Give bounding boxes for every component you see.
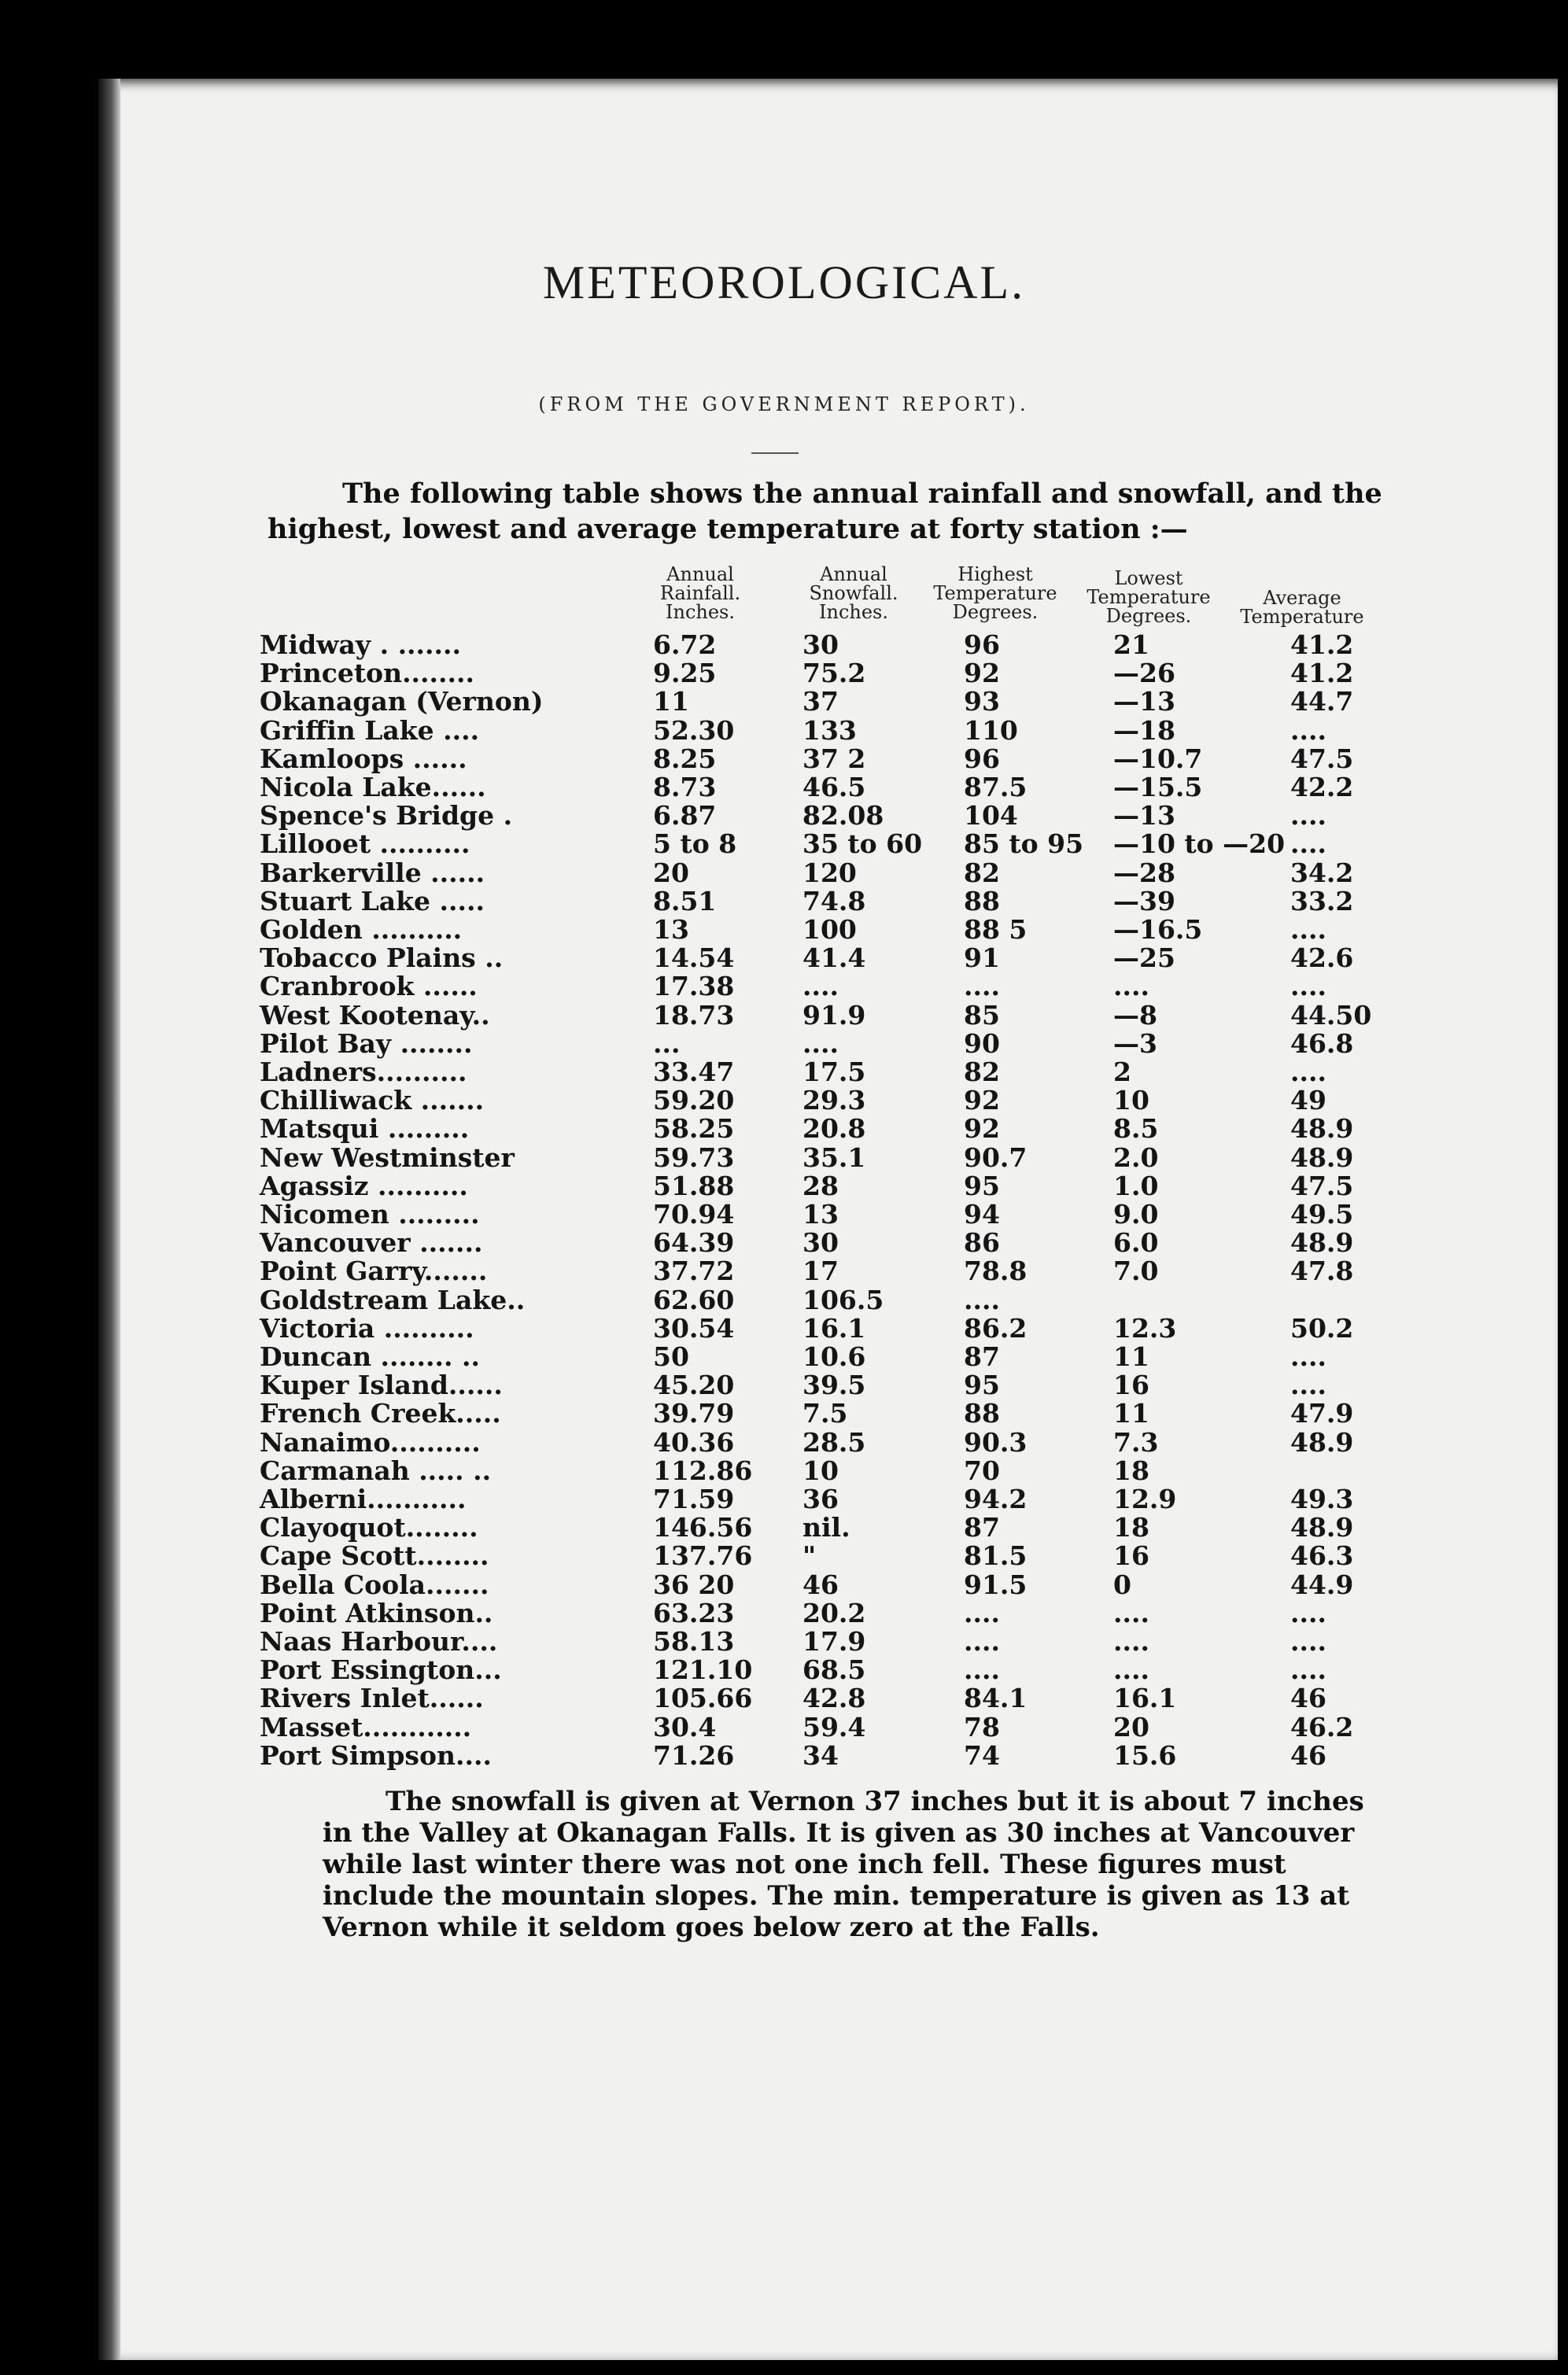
cell-snow: 34 [802,1739,839,1771]
table-row [0,1227,1568,1259]
cell-station: Midway . ....... [260,629,461,660]
cell-snow: .... [802,1027,839,1059]
cell-station: Golden .......... [260,914,463,945]
cell-station: Stuart Lake ..... [260,885,485,916]
cell-rain: 52.30 [653,714,735,746]
cell-station: Okanagan (Vernon) [260,686,544,717]
cell-high: 87.5 [964,772,1028,802]
cell-station: Cranbrook ...... [260,971,478,1002]
cell-snow: 20.2 [802,1597,866,1628]
cell-station: Spence's Bridge . [260,800,513,832]
cell-high: 82 [964,1057,1000,1087]
cell-snow: 91.9 [802,999,866,1031]
cell-high: 78.8 [964,1256,1028,1287]
table-row [0,658,1568,689]
cell-avg: 49 [1290,1085,1326,1116]
cell-low: 16 [1113,1370,1149,1401]
cell-low: .... [1113,1597,1149,1628]
cell-high: 91 [964,942,1000,974]
cell-rain: 146.56 [653,1512,753,1543]
cell-station: Victoria .......... [260,1312,474,1344]
table-row [0,743,1568,772]
cell-avg: 49.5 [1290,1199,1354,1230]
cell-high: 86 [964,1227,1000,1259]
cell-high: 87 [964,1512,1000,1543]
cell-avg: .... [1290,914,1326,945]
table-row [0,1512,1568,1543]
cell-snow: 36 [802,1484,839,1514]
cell-avg: 48.9 [1290,1426,1354,1458]
table-row [0,1398,1568,1429]
cell-rain: ... [653,1027,681,1059]
table-row [0,1370,1568,1401]
table-row [0,629,1568,658]
cell-avg: 47.5 [1290,1170,1354,1201]
cell-rain: 71.59 [653,1484,735,1514]
cell-rain: 9.25 [653,658,717,689]
cell-avg: 48.9 [1290,1113,1354,1145]
cell-snow: 30 [802,1227,839,1259]
cell-station: Ladners.......... [260,1057,467,1087]
cell-snow: 35.1 [802,1141,866,1173]
cell-low: 15.6 [1113,1739,1177,1771]
cell-avg: 46.2 [1290,1711,1354,1743]
cell-low: 18 [1113,1455,1149,1486]
cell-low: 10 [1113,1085,1149,1116]
table-row [0,1711,1568,1743]
cell-rain: 137.76 [653,1540,753,1572]
cell-avg: 47.8 [1290,1256,1354,1287]
cell-snow: 46 [802,1569,839,1600]
cell-station: Nanaimo.......... [260,1426,481,1458]
cell-high: 94.2 [964,1484,1028,1514]
cell-low: —28 [1113,857,1175,888]
cell-avg: 50.2 [1290,1312,1354,1344]
cell-low: 7.3 [1113,1426,1159,1458]
cell-rain: 59.73 [653,1141,735,1173]
cell-avg: 46.3 [1290,1540,1354,1572]
cell-rain: 6.72 [653,629,717,660]
cell-snow: .... [802,971,839,1002]
cell-rain: 13 [653,914,689,945]
cell-rain: 30.54 [653,1312,735,1344]
table-row [0,1171,1568,1199]
cell-avg: 44.50 [1290,999,1372,1031]
cell-avg: 42.2 [1290,772,1354,802]
cell-rain: 45.20 [653,1370,735,1401]
cell-snow: 17.9 [802,1626,866,1657]
cell-station: Port Simpson.... [260,1739,492,1771]
cell-low: 9.0 [1113,1199,1159,1230]
cell-avg: 47.9 [1290,1398,1354,1429]
table-row [0,1113,1568,1145]
title-divider [751,452,799,454]
cell-high: 95 [964,1170,1000,1201]
cell-snow: 37 [802,686,839,717]
table-row [0,1057,1568,1085]
header-rainfall: Annual Rainfall. Inches. [659,563,741,623]
cell-high: 96 [964,743,1000,774]
cell-station: Point Atkinson.. [260,1597,493,1628]
cell-avg: .... [1290,1057,1326,1087]
cell-high: 92 [964,658,1000,689]
cell-snow: 28.5 [802,1426,866,1458]
cell-avg: 33.2 [1290,885,1354,916]
cell-avg: .... [1290,828,1326,860]
cell-station: Naas Harbour.... [260,1626,498,1657]
cell-avg: 34.2 [1290,857,1354,888]
cell-rain: 5 to 8 [653,828,737,860]
cell-snow: 82.08 [802,800,884,832]
cell-snow: 120 [802,857,857,888]
cell-rain: 33.47 [653,1057,735,1087]
cell-rain: 40.36 [653,1426,735,1458]
cell-rain: 20 [653,857,689,888]
cell-snow: 10.6 [802,1341,866,1372]
cell-low: 7.0 [1113,1256,1159,1287]
cell-high: 87 [964,1341,1000,1372]
cell-station: French Creek..... [260,1398,501,1429]
cell-snow: 29.3 [802,1085,866,1116]
cell-low: 2 [1113,1057,1131,1087]
cell-rain: 8.25 [653,743,717,774]
cell-snow: 10 [802,1455,839,1486]
cell-high: .... [964,1284,1000,1315]
cell-high: 93 [964,686,1000,717]
cell-low: —15.5 [1113,772,1203,802]
cell-rain: 70.94 [653,1199,735,1230]
cell-snow: 13 [802,1199,839,1230]
cell-snow: 68.5 [802,1654,866,1686]
cell-high: 94 [964,1199,1000,1230]
cell-high: 110 [964,714,1018,746]
cell-high: .... [964,1626,1000,1657]
header-highest: Highest Temperature Degrees. [933,563,1057,623]
cell-station: Barkerville ...... [260,857,485,888]
cell-high: 74 [964,1739,1000,1771]
cell-station: Bella Coola....... [260,1569,489,1600]
cell-snow: 17 [802,1256,839,1287]
cell-high: 85 to 95 [964,828,1084,860]
cell-station: Clayoquot........ [260,1512,478,1543]
cell-avg: .... [1290,1370,1326,1401]
cell-high: 84.1 [964,1683,1028,1714]
cell-avg: 42.6 [1290,942,1354,974]
table-row [0,1654,1568,1686]
cell-low: 21 [1113,629,1149,660]
cell-station: Masset............ [260,1711,472,1743]
cell-station: New Westminster [260,1141,515,1173]
table-row [0,857,1568,886]
cell-snow: 133 [802,714,857,746]
cell-low: 2.0 [1113,1141,1159,1173]
cell-station: Port Essington... [260,1654,502,1686]
cell-snow: 17.5 [802,1057,866,1087]
cell-avg: .... [1290,1626,1326,1657]
cell-snow: 28 [802,1170,839,1201]
cell-snow: 20.8 [802,1113,866,1145]
table-row [0,1285,1568,1313]
cell-station: Point Garry....... [260,1256,488,1287]
table-row [0,971,1568,1002]
cell-rain: 121.10 [653,1654,753,1686]
cell-rain: 58.13 [653,1626,735,1657]
cell-rain: 8.51 [653,885,717,916]
cell-station: Princeton........ [260,658,474,689]
cell-rain: 39.79 [653,1398,735,1429]
footnote-paragraph: The snowfall is given at Vernon 37 inches but it is about 7 inches in the Valley at Okanagan Falls. It is given as 30 inches at Vancouver while last winter there was not one inch fell. These figures must include the mountain slopes. The min. temperature is given as 13 at Vernon while it seldom goes below zero at the Falls. [323,1786,1364,1943]
cell-avg: 46.8 [1290,1027,1354,1059]
cell-snow: 100 [802,914,857,945]
cell-low: 18 [1113,1512,1149,1543]
cell-station: Tobacco Plains .. [260,942,504,974]
cell-snow: 16.1 [802,1312,866,1344]
cell-rain: 18.73 [653,999,735,1031]
header-average: Average Temperature [1240,587,1364,628]
cell-rain: 62.60 [653,1284,735,1315]
cell-station: Carmanah ..... .. [260,1455,492,1486]
cell-rain: 105.66 [653,1683,753,1714]
table-row [0,772,1568,800]
cell-rain: 14.54 [653,942,735,974]
table-row [0,1455,1568,1484]
cell-avg: .... [1290,800,1326,832]
cell-high: 90 [964,1027,1000,1059]
cell-avg: 46 [1290,1739,1326,1771]
cell-rain: 8.73 [653,772,717,802]
cell-snow: 75.2 [802,658,866,689]
table-row [0,1312,1568,1344]
cell-avg: 44.7 [1290,686,1354,717]
table-row [0,1426,1568,1458]
table-row [0,1626,1568,1657]
cell-low: —13 [1113,686,1175,717]
cell-avg: 48.9 [1290,1227,1354,1259]
cell-low: 16 [1113,1540,1149,1572]
table-row [0,886,1568,914]
cell-snow: 35 to 60 [802,828,923,860]
cell-high: 86.2 [964,1312,1028,1344]
cell-low: 16.1 [1113,1683,1177,1714]
cell-low: —3 [1113,1027,1157,1059]
cell-station: Cape Scott........ [260,1540,489,1572]
table-row [0,1085,1568,1116]
page-subtitle: (FROM THE GOVERNMENT REPORT). [538,393,1030,415]
table-row [0,1341,1568,1370]
cell-snow: 41.4 [802,942,866,974]
cell-station: Kamloops ...... [260,743,467,774]
table-row [0,1739,1568,1771]
table-row [0,800,1568,832]
intro-paragraph: The following table shows the annual rainfall and snowfall, and the highest, lowest and average temperature at forty station :— [267,478,1382,545]
cell-high: .... [964,971,1000,1002]
cell-low: —39 [1113,885,1175,916]
table-row [0,1199,1568,1230]
cell-low: 20 [1113,1711,1149,1743]
cell-station: Griffin Lake .... [260,714,480,746]
cell-rain: 63.23 [653,1597,735,1628]
cell-snow: nil. [802,1512,850,1543]
table-row [0,1683,1568,1714]
cell-rain: 6.87 [653,800,717,832]
cell-low: 12.9 [1113,1484,1177,1514]
cell-station: Vancouver ....... [260,1227,483,1259]
cell-high: 92 [964,1085,1000,1116]
cell-snow: 39.5 [802,1370,866,1401]
cell-avg: .... [1290,1341,1326,1372]
table-row [0,828,1568,860]
cell-snow: 106.5 [802,1284,884,1315]
table-row [0,1540,1568,1572]
cell-avg: 49.3 [1290,1484,1354,1514]
cell-high: 104 [964,800,1018,832]
cell-low: 11 [1113,1398,1149,1429]
cell-station: Chilliwack ....... [260,1085,485,1116]
cell-low: —25 [1113,942,1175,974]
cell-low: —10 to —20 [1113,828,1286,860]
cell-station: Lillooet .......... [260,828,470,860]
cell-high: .... [964,1597,1000,1628]
cell-rain: 11 [653,686,689,717]
cell-rain: 51.88 [653,1170,735,1201]
cell-low: 12.3 [1113,1312,1177,1344]
table-row [0,1598,1568,1626]
cell-station: Pilot Bay ........ [260,1027,473,1059]
cell-high: 78 [964,1711,1000,1743]
table-row [0,1256,1568,1287]
cell-snow: 46.5 [802,772,866,802]
cell-station: Kuper Island...... [260,1370,503,1401]
cell-rain: 64.39 [653,1227,735,1259]
cell-low: 0 [1113,1569,1131,1600]
cell-high: 95 [964,1370,1000,1401]
table-header [0,565,1568,636]
cell-station: Matsqui ......... [260,1113,470,1145]
cell-snow: 42.8 [802,1683,866,1714]
cell-rain: 58.25 [653,1113,735,1145]
cell-low: 6.0 [1113,1227,1159,1259]
header-snowfall: Annual Snowfall. Inches. [809,563,898,623]
cell-rain: 50 [653,1341,689,1372]
cell-high: 96 [964,629,1000,660]
cell-snow: 7.5 [802,1398,848,1429]
cell-station: Nicomen ......... [260,1199,480,1230]
cell-rain: 37.72 [653,1256,735,1287]
cell-avg: 47.5 [1290,743,1354,774]
cell-avg: 48.9 [1290,1512,1354,1543]
cell-station: Goldstream Lake.. [260,1284,526,1315]
table-row [0,714,1568,746]
cell-high: 85 [964,999,1000,1031]
cell-avg: 41.2 [1290,658,1354,689]
cell-avg: .... [1290,714,1326,746]
cell-high: 81.5 [964,1540,1028,1572]
cell-station: Agassiz .......... [260,1170,468,1201]
cell-high: 82 [964,857,1000,888]
cell-low: 11 [1113,1341,1149,1372]
cell-low: .... [1113,1654,1149,1686]
cell-rain: 30.4 [653,1711,717,1743]
cell-rain: 59.20 [653,1085,735,1116]
cell-low: .... [1113,971,1149,1002]
cell-avg: 44.9 [1290,1569,1354,1600]
cell-snow: 30 [802,629,839,660]
table-row [0,914,1568,945]
table-row [0,1484,1568,1512]
cell-avg: .... [1290,1654,1326,1686]
cell-station: Duncan ........ .. [260,1341,480,1372]
page-title: METEOROLOGICAL. [542,256,1026,308]
cell-low: .... [1113,1626,1149,1657]
cell-station: Nicola Lake...... [260,772,486,802]
cell-low: 1.0 [1113,1170,1159,1201]
cell-low: —18 [1113,714,1175,746]
table-row [0,686,1568,717]
cell-snow: 37 2 [802,743,866,774]
cell-avg: 46 [1290,1683,1326,1714]
table-row [0,1142,1568,1171]
cell-rain: 36 20 [653,1569,735,1600]
cell-rain: 112.86 [653,1455,753,1486]
cell-station: West Kootenay.. [260,999,490,1031]
cell-rain: 71.26 [653,1739,735,1771]
cell-avg: .... [1290,1597,1326,1628]
cell-low: 8.5 [1113,1113,1159,1145]
cell-snow: 74.8 [802,885,866,916]
table-row [0,1569,1568,1598]
cell-station: Rivers Inlet...... [260,1683,484,1714]
cell-snow: " [802,1540,817,1572]
cell-low: —10.7 [1113,743,1203,774]
cell-rain: 17.38 [653,971,735,1002]
cell-high: 70 [964,1455,1000,1486]
table-row [0,1028,1568,1057]
cell-high: 90.7 [964,1141,1028,1173]
cell-high: 88 [964,885,1000,916]
header-lowest: Lowest Temperature Degrees. [1087,567,1211,627]
cell-station: Alberni........... [260,1484,467,1514]
cell-avg: 48.9 [1290,1141,1354,1173]
cell-high: 88 5 [964,914,1028,945]
cell-high: 90.3 [964,1426,1028,1458]
cell-high: .... [964,1654,1000,1686]
cell-avg: 41.2 [1290,629,1354,660]
cell-avg: .... [1290,971,1326,1002]
cell-high: 88 [964,1398,1000,1429]
cell-high: 92 [964,1113,1000,1145]
cell-low: —8 [1113,999,1157,1031]
cell-snow: 59.4 [802,1711,866,1743]
table-row [0,999,1568,1031]
cell-high: 91.5 [964,1569,1028,1600]
cell-low: —26 [1113,658,1175,689]
cell-low: —16.5 [1113,914,1203,945]
table-row [0,942,1568,974]
cell-low: —13 [1113,800,1175,832]
